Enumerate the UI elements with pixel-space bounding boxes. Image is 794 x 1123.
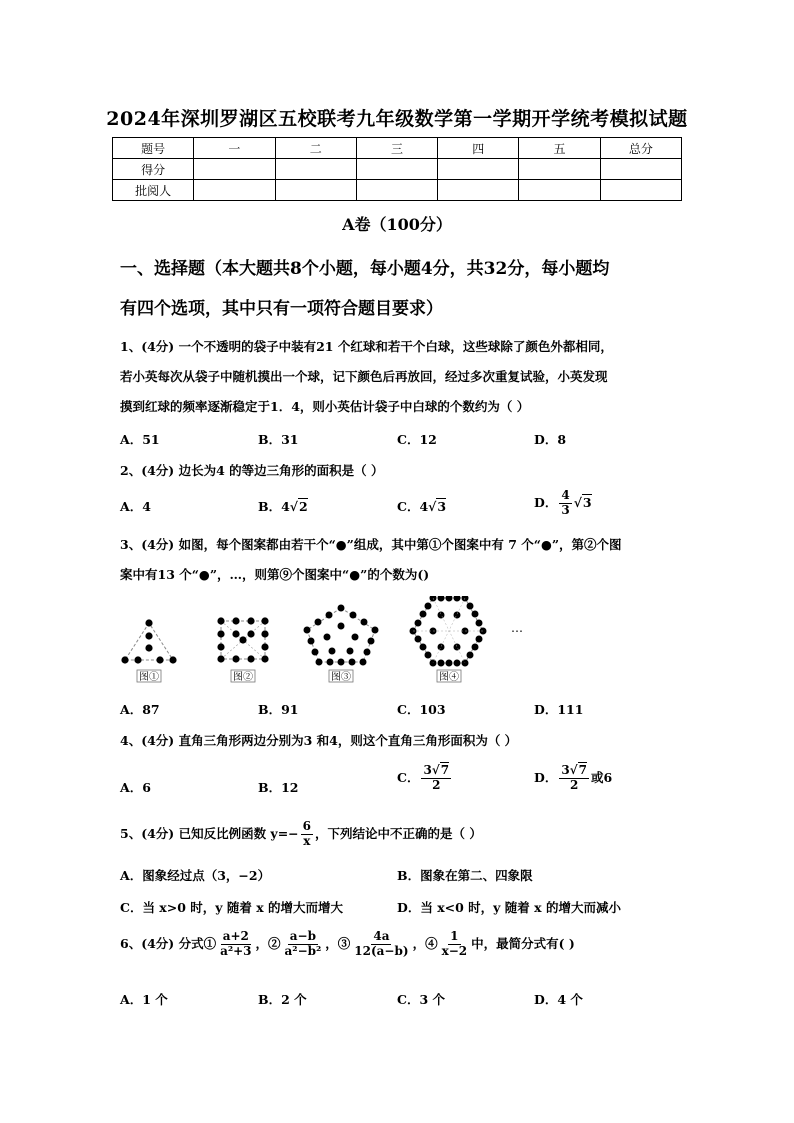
q6-stem-suffix: 中，最简分式有( ) (471, 935, 575, 951)
score-header-cell: 三 (356, 138, 437, 159)
score-cell (356, 180, 437, 201)
fraction-denominator: a²+3 (220, 943, 252, 958)
volume-heading: A卷（100分） (342, 215, 452, 234)
q2-option-c (397, 497, 446, 515)
q1-option-c: C．12 (397, 432, 437, 447)
q6-option-a: A．1 个 (120, 992, 168, 1007)
fraction-numerator: 1 (450, 929, 459, 943)
fraction-numerator: 6 (302, 819, 311, 833)
q3-line1: 3、(4分) 如图，每个图案都由若干个“●”组成，其中第①个图案中有 7 个“●”，第②个图 (120, 537, 622, 552)
q3-option-d: D．111 (534, 702, 584, 717)
q5-option-d: D．当 x<0 时，y 随着 x 的增大而减小 (397, 900, 621, 915)
radicand: 7 (578, 763, 587, 777)
fraction-numerator: 4 (561, 488, 570, 502)
score-header-cell: 题号 (113, 138, 194, 159)
pattern-figure-4 (410, 596, 487, 683)
pattern-figure-2 (217, 617, 268, 683)
score-row-label: 批阅人 (113, 180, 194, 201)
score-table-row (113, 159, 682, 180)
score-cell (519, 159, 600, 180)
coefficient: 3 (561, 763, 570, 777)
fraction-denominator: x (303, 833, 311, 848)
figure-label-2: 图② (233, 672, 253, 683)
q5-stem-suffix: ，下列结论中不正确的是（ ） (315, 825, 482, 841)
score-cell (438, 159, 519, 180)
q1-option-a: A．51 (120, 432, 160, 447)
q4-option-c (397, 764, 453, 793)
score-cell (600, 159, 681, 180)
pattern-figure-3 (304, 605, 379, 684)
fraction (421, 764, 451, 793)
q2-option-c-prefix: C．4 (397, 499, 429, 514)
section-heading-line1: 一、选择题（本大题共8个小题，每小题4分，共32分，每小题均 (120, 259, 610, 279)
q6-stem (120, 930, 575, 959)
fraction-numerator: a−b (289, 929, 317, 943)
fraction-4 (440, 930, 470, 959)
radical-sign: √ (428, 499, 437, 514)
page-title: 2024年深圳罗湖区五校联考九年级数学第一学期开学统考模拟试题 (106, 108, 688, 130)
q1-line1: 1、(4分) 一个不透明的袋子中装有21 个红球和若干个白球，这些球除了颜色外都相同， (120, 339, 613, 354)
score-cell (519, 180, 600, 201)
separator: ，④ (412, 935, 438, 951)
radical-sign: √ (569, 763, 578, 777)
q1-option-d: D．8 (534, 432, 567, 447)
q4-option-d (534, 764, 612, 793)
score-table-row (113, 180, 682, 201)
fraction (301, 820, 313, 849)
score-table-header-row (113, 138, 682, 159)
score-cell (600, 180, 681, 201)
figure-ellipsis: … (511, 621, 523, 635)
fraction-3 (352, 930, 410, 959)
separator: ，③ (325, 935, 351, 951)
q2-option-d (534, 489, 592, 518)
score-cell (275, 180, 356, 201)
radical-sign: √ (573, 494, 582, 510)
radical-sign: √ (289, 499, 298, 514)
radicand: 7 (440, 763, 450, 777)
q1-line2: 若小英每次从袋子中随机摸出一个球，记下颜色后再放回，经过多次重复试验，小英发现 (120, 369, 608, 384)
q4-option-d-prefix: D． (534, 769, 558, 785)
fraction-denominator: 2 (569, 777, 579, 792)
score-cell (356, 159, 437, 180)
q1-line3: 摸到红球的频率逐渐稳定于1．4，则小英估计袋子中白球的个数约为（ ） (120, 399, 530, 414)
separator: ，② (255, 935, 281, 951)
score-cell (194, 180, 275, 201)
figure-label-1: 图① (139, 672, 159, 683)
pattern-figure-1 (121, 619, 176, 683)
score-table (112, 137, 682, 201)
figure-label-4: 图④ (439, 672, 459, 683)
fraction-denominator: x−2 (441, 943, 468, 958)
fraction-numerator: 4a (373, 929, 390, 943)
q4-option-a: A．6 (120, 780, 151, 795)
score-cell (194, 159, 275, 180)
score-header-cell: 五 (519, 138, 600, 159)
q4-stem: 4、(4分) 直角三角形两边分别为3 和4，则这个直角三角形面积为（ ） (120, 733, 518, 748)
q5-option-c: C．当 x>0 时，y 随着 x 的增大而增大 (120, 900, 344, 915)
q2-option-b-prefix: B．4 (258, 499, 290, 514)
q2-option-d-radicand: 3 (582, 494, 592, 510)
score-header-cell: 一 (194, 138, 275, 159)
q2-stem: 2、(4分) 边长为4 的等边三角形的面积是（ ） (120, 463, 384, 478)
q1-option-b: B．31 (258, 432, 299, 447)
dot-pattern-figures (115, 596, 535, 688)
fraction (559, 764, 589, 793)
fraction-denominator: 2 (432, 777, 441, 792)
fraction-numerator (559, 764, 589, 779)
fraction-denominator: 3 (561, 502, 570, 517)
fraction (559, 489, 571, 518)
q2-option-a: A．4 (120, 499, 151, 514)
q6-stem-prefix: 6、(4分) 分式① (120, 935, 217, 951)
q3-option-c: C．103 (397, 702, 446, 717)
q5-option-a: A．图象经过点（3，−2） (120, 868, 271, 883)
q5-option-b: B．图象在第二、四象限 (397, 868, 533, 883)
q4-option-b: B．12 (258, 780, 299, 795)
q4-option-d-suffix: 或6 (590, 769, 613, 785)
q3-option-b: B．91 (258, 702, 299, 717)
q3-option-a: A．87 (120, 702, 160, 717)
fraction-numerator: a+2 (222, 929, 249, 943)
fraction-denominator: 12(a−b) (354, 943, 409, 958)
q2-option-b-radicand: 2 (298, 499, 308, 514)
radical-sign: √ (431, 763, 440, 777)
fraction-denominator: a²−b² (284, 943, 322, 958)
figure-label-3: 图③ (331, 672, 351, 683)
score-header-cell: 总分 (600, 138, 681, 159)
score-cell (438, 180, 519, 201)
q6-option-b: B．2 个 (258, 992, 307, 1007)
q5-stem (120, 820, 482, 849)
score-cell (275, 159, 356, 180)
q6-option-d: D．4 个 (534, 992, 583, 1007)
coefficient: 3 (423, 763, 432, 777)
section-heading-line2: 有四个选项，其中只有一项符合题目要求） (120, 299, 443, 319)
q6-option-c: C．3 个 (397, 992, 445, 1007)
fraction-2 (283, 930, 324, 959)
q4-option-c-prefix: C． (397, 769, 420, 785)
q2-option-b (258, 497, 308, 515)
q5-stem-prefix: 5、(4分) 已知反比例函数 y=− (120, 825, 299, 841)
score-row-label: 得分 (113, 159, 194, 180)
score-header-cell: 四 (438, 138, 519, 159)
q3-line2: 案中有13 个“●”，…，则第⑨个图案中“●”的个数为() (120, 567, 430, 582)
fraction-numerator (421, 764, 451, 779)
q2-option-c-radicand: 3 (437, 499, 447, 514)
fraction-1 (218, 930, 253, 959)
q2-option-d-prefix: D． (534, 494, 558, 510)
score-header-cell: 二 (275, 138, 356, 159)
